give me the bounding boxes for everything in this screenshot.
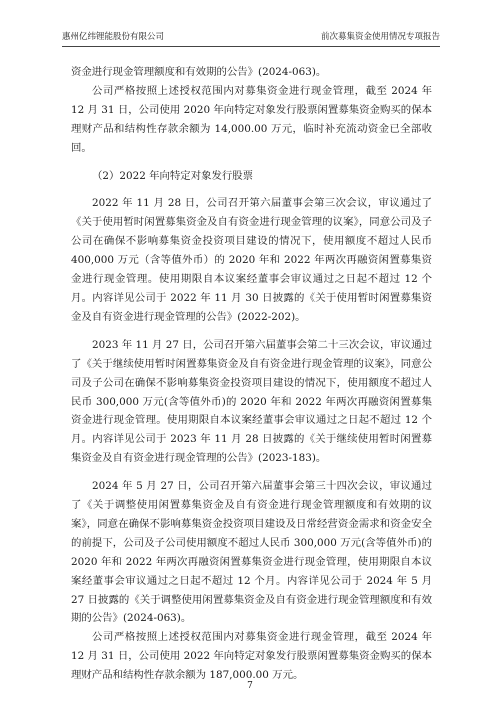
paragraph-2024-board-meeting: 2024 年 5 月 27 日，公司召开第六届董事会第三十四次会议，审议通过了《关于调整使用闲置募集资金及自有资金进行现金管理额度和有效期的议案》，同意在确保不影响募集资金投资项目建设及日常经营资金需求和资金安全的前提下，公司及子公司使用额度不超过人民币 300,000 万元(含等值外币)的 2020 年和 2022 年两次再融资闲置募集资金进行现金管理，使用期限自本议案经董事会审议通过之日起不超过 12 个月。内容详见公司于 2024 年 5 月 27 日披露的《关于调整使用闲置募集资金及自有资金进行现金管理额度和有效期的公告》(2024-063)。: [71, 480, 432, 625]
subsection-heading-2022: （2）2022 年向特定对象发行股票: [92, 169, 254, 182]
paragraph-2022-balance: 公司严格按照上述授权范围内对募集资金进行现金管理，截至 2024 年 12 月 31 日，公司使用 2022 年向特定对象发行股票闲置募集资金购买的保本理财产品和结构性存款余额为 187,000.00 万元。: [71, 631, 432, 682]
header-rule: [62, 46, 440, 47]
paragraph-2020-balance: 公司严格按照上述授权范围内对募集资金进行现金管理，截至 2024 年 12 月 31 日，公司使用 2020 年向特定对象发行股票闲置募集资金购买的保本理财产品和结构性存款余额为 14,000.00 万元，临时补充流动资金已全部收回。: [71, 84, 432, 154]
page-header: [62, 30, 440, 46]
paragraph-2022-board-meeting: 2022 年 11 月 28 日，公司召开第六届董事会第三次会议，审议通过了《关于使用暂时闲置募集资金及自有资金进行现金管理的议案》，同意公司及子公司在确保不影响募集资金投资项目建设的情况下，使用额度不超过人民币 400,000 万元（含等值外币）的 2020 年和 2022 年两次再融资闲置募集资金进行现金管理。使用期限自本议案经董事会审议通过之日起不超过 12 个月。内容详见公司于 2022 年 11 月 30 日披露的《关于使用暂时闲置募集资金及自有资金进行现金管理的公告》(2022-202)。: [71, 197, 432, 323]
header-report-title: 前次募集资金使用情况专项报告: [320, 32, 440, 42]
page-body: [71, 63, 432, 685]
header-company-name: 惠州亿纬锂能股份有限公司: [62, 32, 165, 42]
page-number: 7: [247, 681, 253, 691]
paragraph-2023-board-meeting: 2023 年 11 月 27 日，公司召开第六届董事会第二十三次会议，审议通过了《关于继续使用暂时闲置募集资金及自有资金进行现金管理的议案》，同意公司及子公司在确保不影响募集资金投资项目建设的情况下，使用额度不超过人民币 300,000 万元(含等值外币)的 2020 年和 2022 年两次再融资闲置募集资金进行现金管理。使用期限自本议案经董事会审议通过之日起不超过 12 个月。内容详见公司于 2023 年 11 月 28 日披露的《关于继续使用暂时闲置募集资金及自有资金进行现金管理的公告》(2023-183)。: [71, 338, 432, 465]
paragraph-continued: 资金进行现金管理额度和有效期的公告》(2024-063)。: [71, 66, 327, 78]
